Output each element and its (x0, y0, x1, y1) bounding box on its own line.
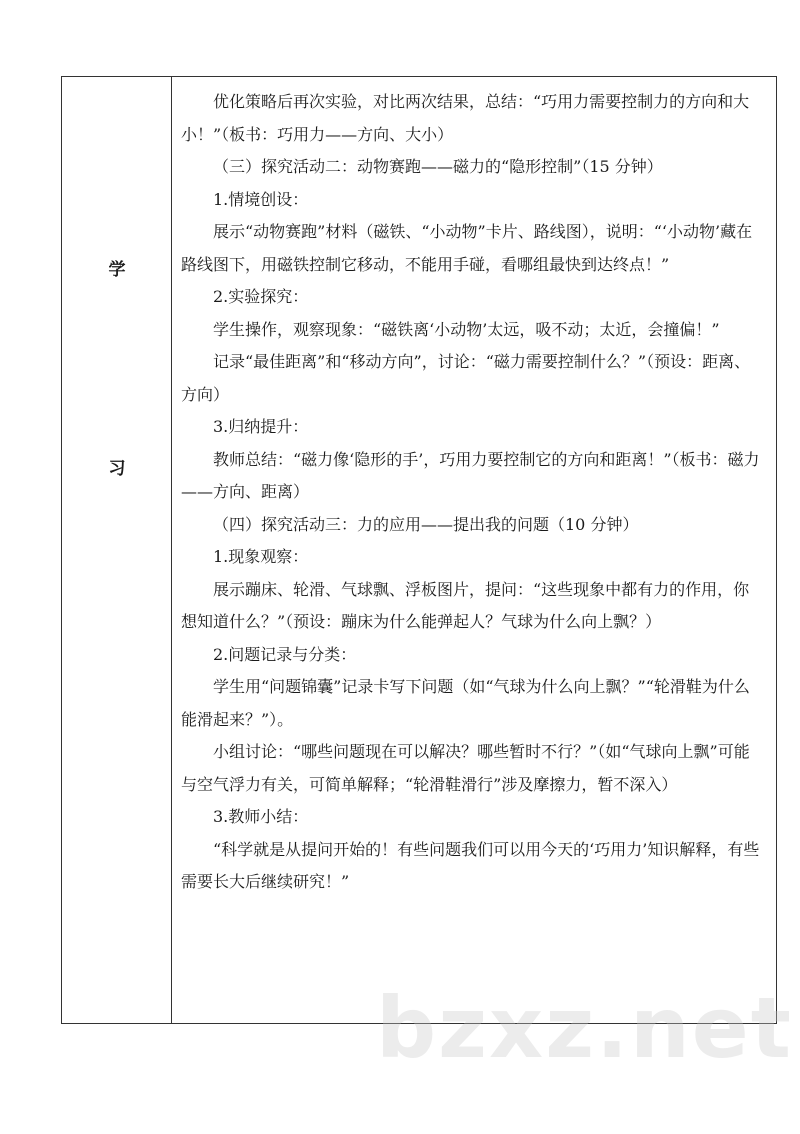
label-column (62, 77, 172, 1023)
step-heading: 2.实验探究： (213, 287, 309, 306)
paragraph: 学生用“问题锦囊”记录卡写下问题（如“气球为什么向上飘？”“轮滑鞋为什么能滑起来？”）。 (181, 677, 750, 729)
paragraph: 优化策略后再次实验，对比两次结果，总结：“巧用力需要控制力的方向和大小！”（板书：巧用力——方向、大小） (181, 92, 750, 144)
step-heading: 3.归纳提升： (213, 417, 309, 436)
section-heading: （三）探究活动二：动物赛跑——磁力的“隐形控制”（15 分钟） (213, 157, 663, 176)
row-label-xi: 习 (108, 459, 126, 479)
paragraph: 展示“动物赛跑”材料（磁铁、“小动物”卡片、路线图），说明：“‘小动物’藏在路线图下，用磁铁控制它移动，不能用手碰，看哪组最快到达终点！” (181, 222, 753, 274)
paragraph: 记录“最佳距离”和“移动方向”，讨论：“磁力需要控制什么？”（预设：距离、方向） (181, 352, 751, 404)
step-heading: 1.现象观察： (213, 547, 309, 566)
paragraph: 展示蹦床、轮滑、气球飘、浮板图片，提问：“这些现象中都有力的作用，你想知道什么？”（预设：蹦床为什么能弹起人？气球为什么向上飘？） (181, 579, 750, 631)
paragraph: 教师总结：“磁力像‘隐形的手’，巧用力要控制它的方向和距离！”（板书：磁力——方向、距离） (181, 449, 760, 501)
lesson-content (181, 86, 763, 899)
row-label-xue: 学 (108, 260, 126, 280)
paragraph: 小组讨论：“哪些问题现在可以解决？哪些暂时不行？”（如“气球向上飘”可能与空气浮力有关，可简单解释；“轮滑鞋滑行”涉及摩擦力，暂不深入） (181, 742, 750, 794)
step-heading: 1.情境创设： (213, 189, 309, 209)
content-column (172, 77, 776, 1023)
section-heading: （四）探究活动三：力的应用——提出我的问题（10 分钟） (213, 514, 639, 534)
step-heading: 2.问题记录与分类： (213, 644, 357, 664)
paragraph: “科学就是从提问开始的！有些问题我们可以用今天的‘巧用力’知识解释，有些需要长大后继续研究！” (181, 839, 760, 891)
paragraph: 学生操作，观察现象：“磁铁离‘小动物’太远，吸不动；太近，会撞偏！” (213, 319, 720, 339)
watermark: bzxz.net (376, 979, 793, 1077)
lesson-table (61, 76, 777, 1024)
step-heading: 3.教师小结： (213, 807, 309, 826)
